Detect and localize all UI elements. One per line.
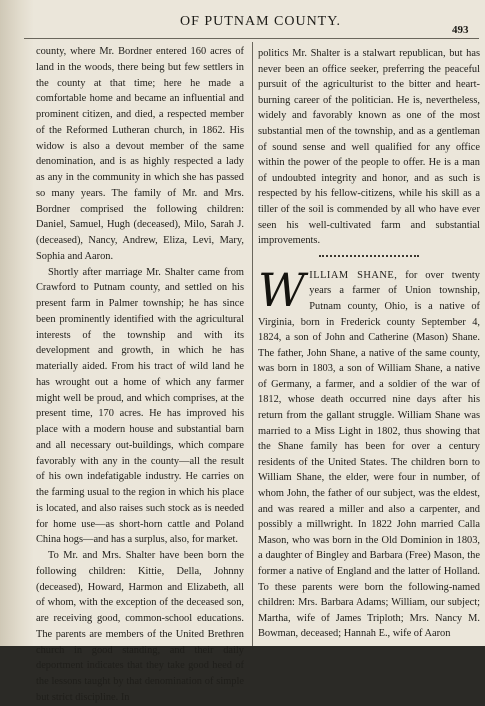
paragraph-shalter-farm: Shortly after marriage Mr. Shalter came from Crawford to Putnam county, and settled on his present farm in Palmer township; he has since been prominently identified with the agricultural interests of the township and with its development and growth, in which he has materially aided. From his tract of wild land he has wrought out a home of which any farmer might well be proud, and which comprises, at the present time, 170 acres. He has improved his place with a modern house and substantial barn and all necessary out-buildings, which compare favorably with any in the county—all the result of his own indefatigable industry. He carries on the farming usual to the region in which his place is located, and also raises such stock as is needed for home use—as short-horn cattle and Poland China hogs—and has a surplus, also, for market. bbox=[36, 266, 244, 546]
page-gutter-shadow bbox=[0, 0, 34, 646]
left-column bbox=[36, 44, 244, 706]
biography-text: for over twenty years a farmer of Union township, Putnam county, Ohio, is a native of Virginia, born in Frederick county September 4, 1824, a son of John and Catherine (Mason) Shane. The father, John Shane, a native of the same county, was born in 1803, a son of William Shane, a native of Germany, a farmer, and a soldier of the war of 1812, whose death occurred nine days after his return from the gallant struggle. William Shane was married to a Miss Light in 1802, thus showing that the Shane family has been for over a century residents of the United States. The children born to William Shane, the elder, were four in number, of whom John, the father of our subject, was the eldest, and was reared a miller and also a carpenter, and possibly a millwright. In 1822 John married Calla Mason, who was born in the Old Dominion in 1803, a daughter of Bingley and Barbara (Free) Mason, the former a native of England and the latter of Holland. To these parents were born the following-named children: Mrs. Barbara Adams; William, our subject; Martha, wife of James Triploth; Mrs. Nancy M. Bowman, deceased; Hannah E., wife of Aaron bbox=[258, 269, 480, 640]
paragraph-william-shane bbox=[258, 262, 480, 642]
column-rule bbox=[252, 42, 253, 646]
paragraph-shalter-children: To Mr. and Mrs. Shalter have been born the following children: Kittie, Della, Johnny (deceased), Howard, Harmon and Elizabeth, all of whom, with the exception of the deceased son, are receiving good, common-school educations. The parents are members of the United Brethren church in good standing, and their daily deportment indicates that they take good heed of the lessons taught by that denomination of simple but strict discipline. In bbox=[36, 550, 244, 703]
running-header: OF PUTNAM COUNTY. bbox=[180, 14, 342, 29]
biography-name-lead: ILLIAM SHANE, bbox=[309, 269, 398, 281]
drop-cap-letter: W bbox=[258, 262, 306, 317]
page-number: 493 bbox=[452, 24, 469, 36]
paragraph-shalter-politics: politics Mr. Shalter is a stalwart republican, but has never been an office seeker, preferring the peaceful pursuit of the agriculturist to the bitter and heart-burning career of the politician. He is, nevertheless, widely and favorably known as one of the most substantial men of the township, and as a gentleman of sound sense and well qualified for any office within the power of the people to offer. He is a man of undoubted integrity and honor, and as such is respected by his fellow-citizens, while his skill as a tiller of the soil is commended by all who have ever seen his well-cultivated farm and substantial improvements. bbox=[258, 48, 480, 247]
paragraph-bordner-family: county, where Mr. Bordner entered 160 acres of land in the woods, there being but few settlers in the county at that time; here he made a comfortable home and became an influential and prominent citizen, and died, a respected member of the Reformed Lutheran church, in 1862. His widow is also a devout member of the same denomination, and is as highly respected a lady as any in the community in which she has passed so many years. The family of Mr. and Mrs. Bordner comprised the following children: Daniel, Samuel, Hugh (deceased), Milo, Sarah J. (deceased), Nancy, Andrew, Eliza, Levi, Mary, Sophia and Aaron. bbox=[36, 46, 244, 262]
section-divider bbox=[319, 255, 419, 260]
right-column bbox=[258, 46, 480, 642]
header-rule bbox=[24, 38, 479, 39]
